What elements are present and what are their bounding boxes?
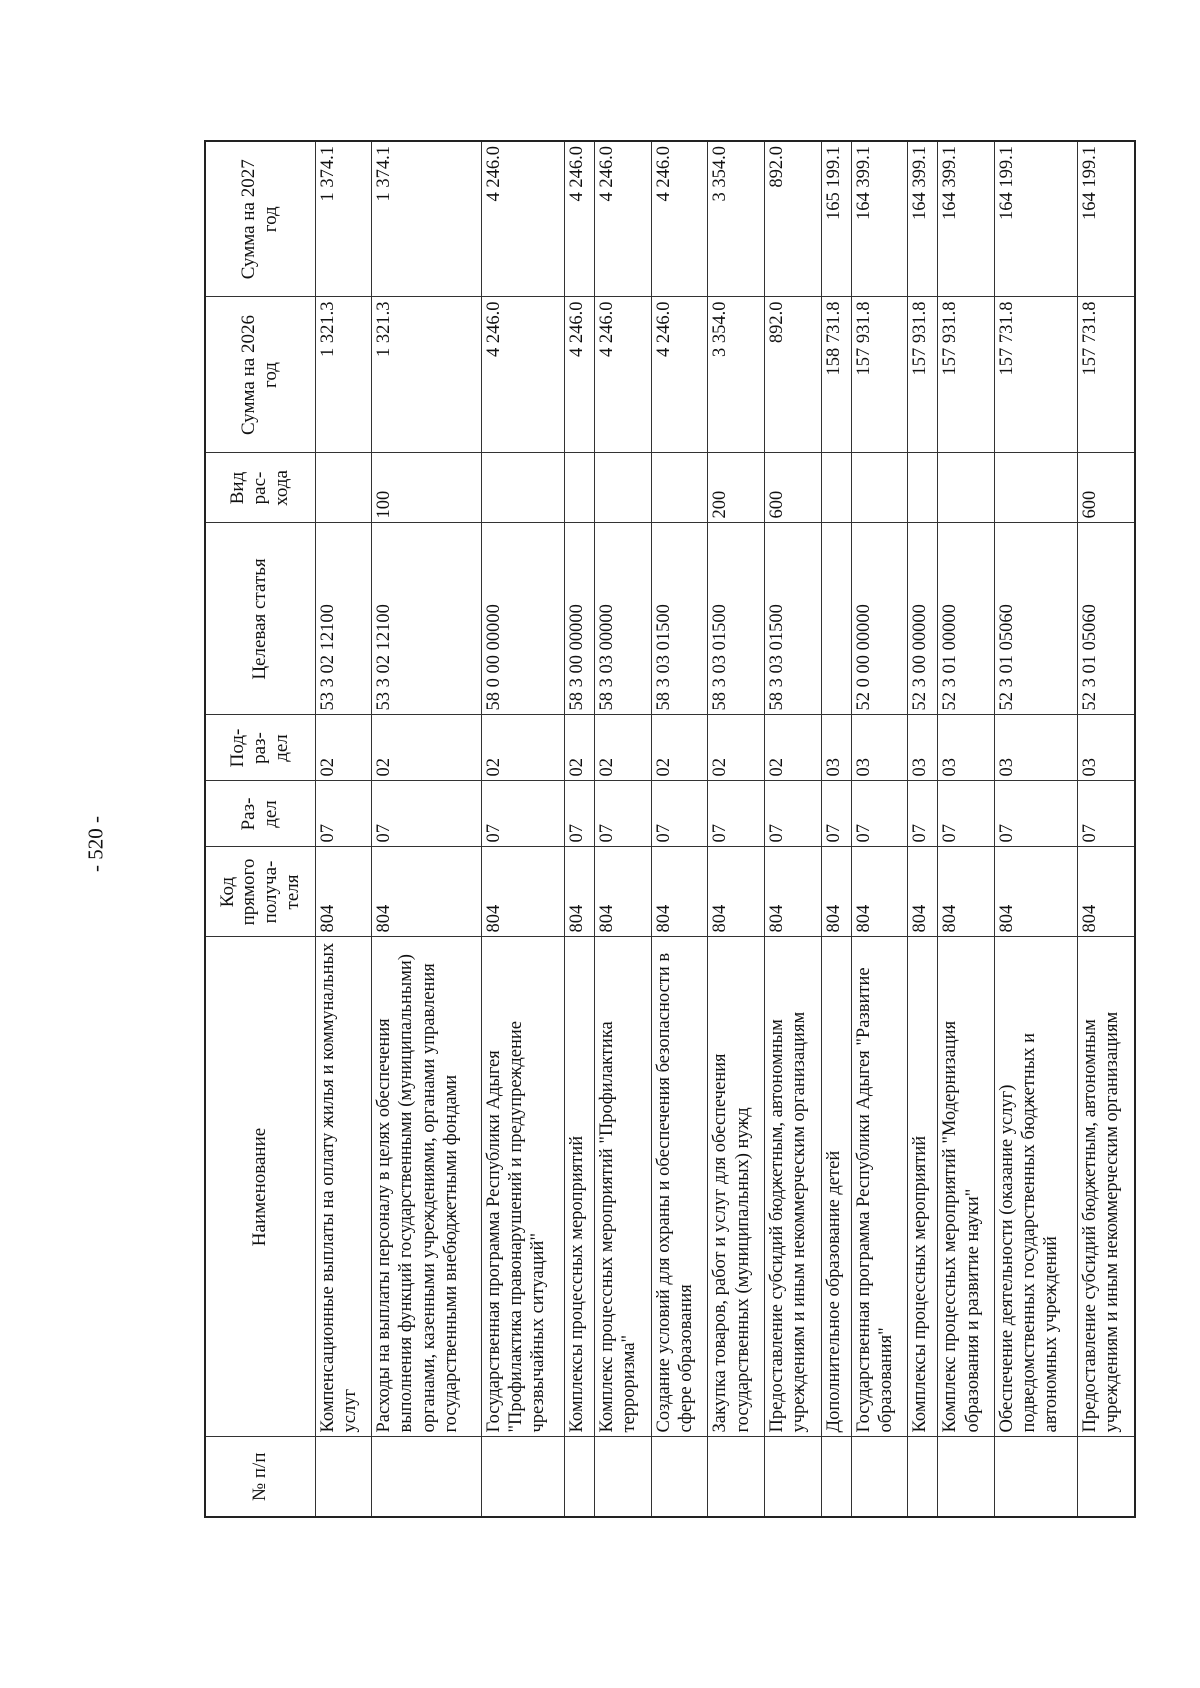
row-sum-2027: 4 246.0 bbox=[651, 141, 708, 297]
table-row bbox=[595, 141, 652, 1517]
row-podrazdel: 02 bbox=[708, 715, 765, 781]
row-sum-2026: 4 246.0 bbox=[595, 297, 652, 453]
row-sum-2026: 157 931.8 bbox=[938, 297, 995, 453]
table-row bbox=[995, 141, 1078, 1517]
row-razdel: 07 bbox=[995, 781, 1078, 847]
row-sum-2026: 1 321.3 bbox=[315, 297, 372, 453]
budget-table bbox=[204, 140, 1136, 1518]
row-number bbox=[708, 1437, 765, 1517]
table-row bbox=[315, 141, 372, 1517]
row-target-article: 58 0 00 00000 bbox=[481, 523, 564, 715]
row-sum-2026: 157 931.8 bbox=[908, 297, 938, 453]
row-sum-2027: 164 399.1 bbox=[851, 141, 908, 297]
row-podrazdel: 02 bbox=[481, 715, 564, 781]
row-razdel: 07 bbox=[372, 781, 482, 847]
row-code: 804 bbox=[821, 847, 851, 937]
row-razdel: 07 bbox=[908, 781, 938, 847]
row-code: 804 bbox=[481, 847, 564, 937]
table-row bbox=[481, 141, 564, 1517]
row-podrazdel: 03 bbox=[938, 715, 995, 781]
row-target-article: 52 3 01 05060 bbox=[1078, 523, 1135, 715]
row-target-article: 52 0 00 00000 bbox=[851, 523, 908, 715]
table-row bbox=[851, 141, 908, 1517]
row-razdel: 07 bbox=[564, 781, 594, 847]
row-code: 804 bbox=[764, 847, 821, 937]
row-sum-2026: 157 731.8 bbox=[1078, 297, 1135, 453]
row-number bbox=[651, 1437, 708, 1517]
row-name: Комплексы процессных мероприятий bbox=[908, 937, 938, 1437]
row-code: 804 bbox=[851, 847, 908, 937]
row-target-article: 53 3 02 12100 bbox=[315, 523, 372, 715]
row-number bbox=[564, 1437, 594, 1517]
row-sum-2026: 158 731.8 bbox=[821, 297, 851, 453]
header-razdel: Раз-дел bbox=[205, 781, 315, 847]
row-number bbox=[481, 1437, 564, 1517]
row-target-article: 58 3 03 00000 bbox=[595, 523, 652, 715]
table-body bbox=[315, 141, 1135, 1517]
row-number bbox=[1078, 1437, 1135, 1517]
row-expense-type bbox=[315, 453, 372, 523]
row-sum-2026: 892.0 bbox=[764, 297, 821, 453]
row-number bbox=[995, 1437, 1078, 1517]
row-number bbox=[315, 1437, 372, 1517]
row-podrazdel: 02 bbox=[564, 715, 594, 781]
row-name: Компенсационные выплаты на оплату жилья и коммунальных услуг bbox=[315, 937, 372, 1437]
row-sum-2026: 3 354.0 bbox=[708, 297, 765, 453]
row-sum-2027: 4 246.0 bbox=[481, 141, 564, 297]
row-podrazdel: 02 bbox=[651, 715, 708, 781]
row-sum-2026: 157 731.8 bbox=[995, 297, 1078, 453]
row-target-article: 58 3 00 00000 bbox=[564, 523, 594, 715]
row-number bbox=[908, 1437, 938, 1517]
row-code: 804 bbox=[564, 847, 594, 937]
row-razdel: 07 bbox=[708, 781, 765, 847]
row-target-article bbox=[821, 523, 851, 715]
row-sum-2027: 3 354.0 bbox=[708, 141, 765, 297]
row-target-article: 52 3 01 00000 bbox=[938, 523, 995, 715]
table-header-row bbox=[205, 141, 315, 1517]
row-target-article: 58 3 03 01500 bbox=[651, 523, 708, 715]
row-podrazdel: 02 bbox=[764, 715, 821, 781]
row-podrazdel: 03 bbox=[995, 715, 1078, 781]
row-expense-type bbox=[938, 453, 995, 523]
row-sum-2027: 1 374.1 bbox=[315, 141, 372, 297]
row-razdel: 07 bbox=[764, 781, 821, 847]
row-sum-2026: 4 246.0 bbox=[651, 297, 708, 453]
row-razdel: 07 bbox=[315, 781, 372, 847]
row-name: Создание условий для охраны и обеспечения безопасности в сфере образования bbox=[651, 937, 708, 1437]
row-expense-type bbox=[595, 453, 652, 523]
row-sum-2027: 164 399.1 bbox=[908, 141, 938, 297]
row-name: Дополнительное образование детей bbox=[821, 937, 851, 1437]
table-row bbox=[708, 141, 765, 1517]
row-number bbox=[764, 1437, 821, 1517]
row-name: Расходы на выплаты персоналу в целях обеспечения выполнения функций государственными (муниципальными) органами, казенными учреждениями, органами управления государственными внебюджетными фондами bbox=[372, 937, 482, 1437]
row-code: 804 bbox=[315, 847, 372, 937]
row-expense-type bbox=[821, 453, 851, 523]
table-row bbox=[564, 141, 594, 1517]
row-name: Государственная программа Республики Адыгея "Развитие образования" bbox=[851, 937, 908, 1437]
row-name: Государственная программа Республики Адыгея "Профилактика правонарушений и предупреждение чрезвычайных ситуаций" bbox=[481, 937, 564, 1437]
row-razdel: 07 bbox=[651, 781, 708, 847]
row-code: 804 bbox=[651, 847, 708, 937]
header-sum-2027: Сумма на 2027 год bbox=[205, 141, 315, 297]
row-name: Обеспечение деятельности (оказание услуг) подведомственных государственных бюджетных и автономных учреждений bbox=[995, 937, 1078, 1437]
row-sum-2026: 4 246.0 bbox=[481, 297, 564, 453]
header-vid: Вид рас-хода bbox=[205, 453, 315, 523]
row-expense-type: 600 bbox=[764, 453, 821, 523]
header-sum-2026: Сумма на 2026 год bbox=[205, 297, 315, 453]
row-expense-type bbox=[564, 453, 594, 523]
row-razdel: 07 bbox=[481, 781, 564, 847]
row-expense-type bbox=[481, 453, 564, 523]
page-number: - 520 - bbox=[83, 816, 108, 872]
row-name: Комплекс процессных мероприятий "Профилактика терроризма" bbox=[595, 937, 652, 1437]
row-sum-2027: 164 199.1 bbox=[1078, 141, 1135, 297]
row-number bbox=[851, 1437, 908, 1517]
row-sum-2027: 1 374.1 bbox=[372, 141, 482, 297]
row-code: 804 bbox=[372, 847, 482, 937]
row-code: 804 bbox=[708, 847, 765, 937]
row-sum-2027: 165 199.1 bbox=[821, 141, 851, 297]
table-row bbox=[908, 141, 938, 1517]
row-name: Комплекс процессных мероприятий "Модернизация образования и развитие науки" bbox=[938, 937, 995, 1437]
row-code: 804 bbox=[1078, 847, 1135, 937]
row-sum-2027: 164 199.1 bbox=[995, 141, 1078, 297]
row-number bbox=[821, 1437, 851, 1517]
row-sum-2027: 164 399.1 bbox=[938, 141, 995, 297]
row-podrazdel: 02 bbox=[595, 715, 652, 781]
row-number bbox=[938, 1437, 995, 1517]
row-target-article: 52 3 00 00000 bbox=[908, 523, 938, 715]
table-row bbox=[938, 141, 995, 1517]
row-podrazdel: 02 bbox=[315, 715, 372, 781]
row-name: Предоставление субсидий бюджетным, автономным учреждениям и иным некоммерческим организациям bbox=[764, 937, 821, 1437]
row-target-article: 58 3 03 01500 bbox=[764, 523, 821, 715]
row-name: Предоставление субсидий бюджетным, автономным учреждениям и иным некоммерческим организациям bbox=[1078, 937, 1135, 1437]
row-target-article: 53 3 02 12100 bbox=[372, 523, 482, 715]
row-target-article: 52 3 01 05060 bbox=[995, 523, 1078, 715]
row-razdel: 07 bbox=[851, 781, 908, 847]
row-number bbox=[372, 1437, 482, 1517]
header-name: Наименование bbox=[205, 937, 315, 1437]
row-expense-type bbox=[651, 453, 708, 523]
row-razdel: 07 bbox=[938, 781, 995, 847]
row-expense-type bbox=[995, 453, 1078, 523]
row-podrazdel: 03 bbox=[851, 715, 908, 781]
header-num: № п/п bbox=[205, 1437, 315, 1517]
row-sum-2027: 4 246.0 bbox=[595, 141, 652, 297]
budget-sheet bbox=[204, 142, 1136, 1518]
table-row bbox=[651, 141, 708, 1517]
row-number bbox=[595, 1437, 652, 1517]
row-sum-2026: 1 321.3 bbox=[372, 297, 482, 453]
table-row bbox=[372, 141, 482, 1517]
row-expense-type: 100 bbox=[372, 453, 482, 523]
row-code: 804 bbox=[595, 847, 652, 937]
row-code: 804 bbox=[908, 847, 938, 937]
row-name: Комплексы процессных мероприятий bbox=[564, 937, 594, 1437]
row-podrazdel: 02 bbox=[372, 715, 482, 781]
row-razdel: 07 bbox=[1078, 781, 1135, 847]
row-sum-2027: 4 246.0 bbox=[564, 141, 594, 297]
row-razdel: 07 bbox=[821, 781, 851, 847]
header-target: Целевая статья bbox=[205, 523, 315, 715]
row-podrazdel: 03 bbox=[1078, 715, 1135, 781]
row-expense-type bbox=[908, 453, 938, 523]
table-row bbox=[764, 141, 821, 1517]
row-code: 804 bbox=[995, 847, 1078, 937]
row-name: Закупка товаров, работ и услуг для обеспечения государственных (муниципальных) нужд bbox=[708, 937, 765, 1437]
row-target-article: 58 3 03 01500 bbox=[708, 523, 765, 715]
row-expense-type bbox=[851, 453, 908, 523]
row-expense-type: 600 bbox=[1078, 453, 1135, 523]
row-podrazdel: 03 bbox=[821, 715, 851, 781]
row-razdel: 07 bbox=[595, 781, 652, 847]
row-podrazdel: 03 bbox=[908, 715, 938, 781]
row-sum-2026: 157 931.8 bbox=[851, 297, 908, 453]
table-row bbox=[1078, 141, 1135, 1517]
row-expense-type: 200 bbox=[708, 453, 765, 523]
row-code: 804 bbox=[938, 847, 995, 937]
row-sum-2027: 892.0 bbox=[764, 141, 821, 297]
header-code: Код прямого получа-теля bbox=[205, 847, 315, 937]
row-sum-2026: 4 246.0 bbox=[564, 297, 594, 453]
table-row bbox=[821, 141, 851, 1517]
header-podrazdel: Под-раз-дел bbox=[205, 715, 315, 781]
